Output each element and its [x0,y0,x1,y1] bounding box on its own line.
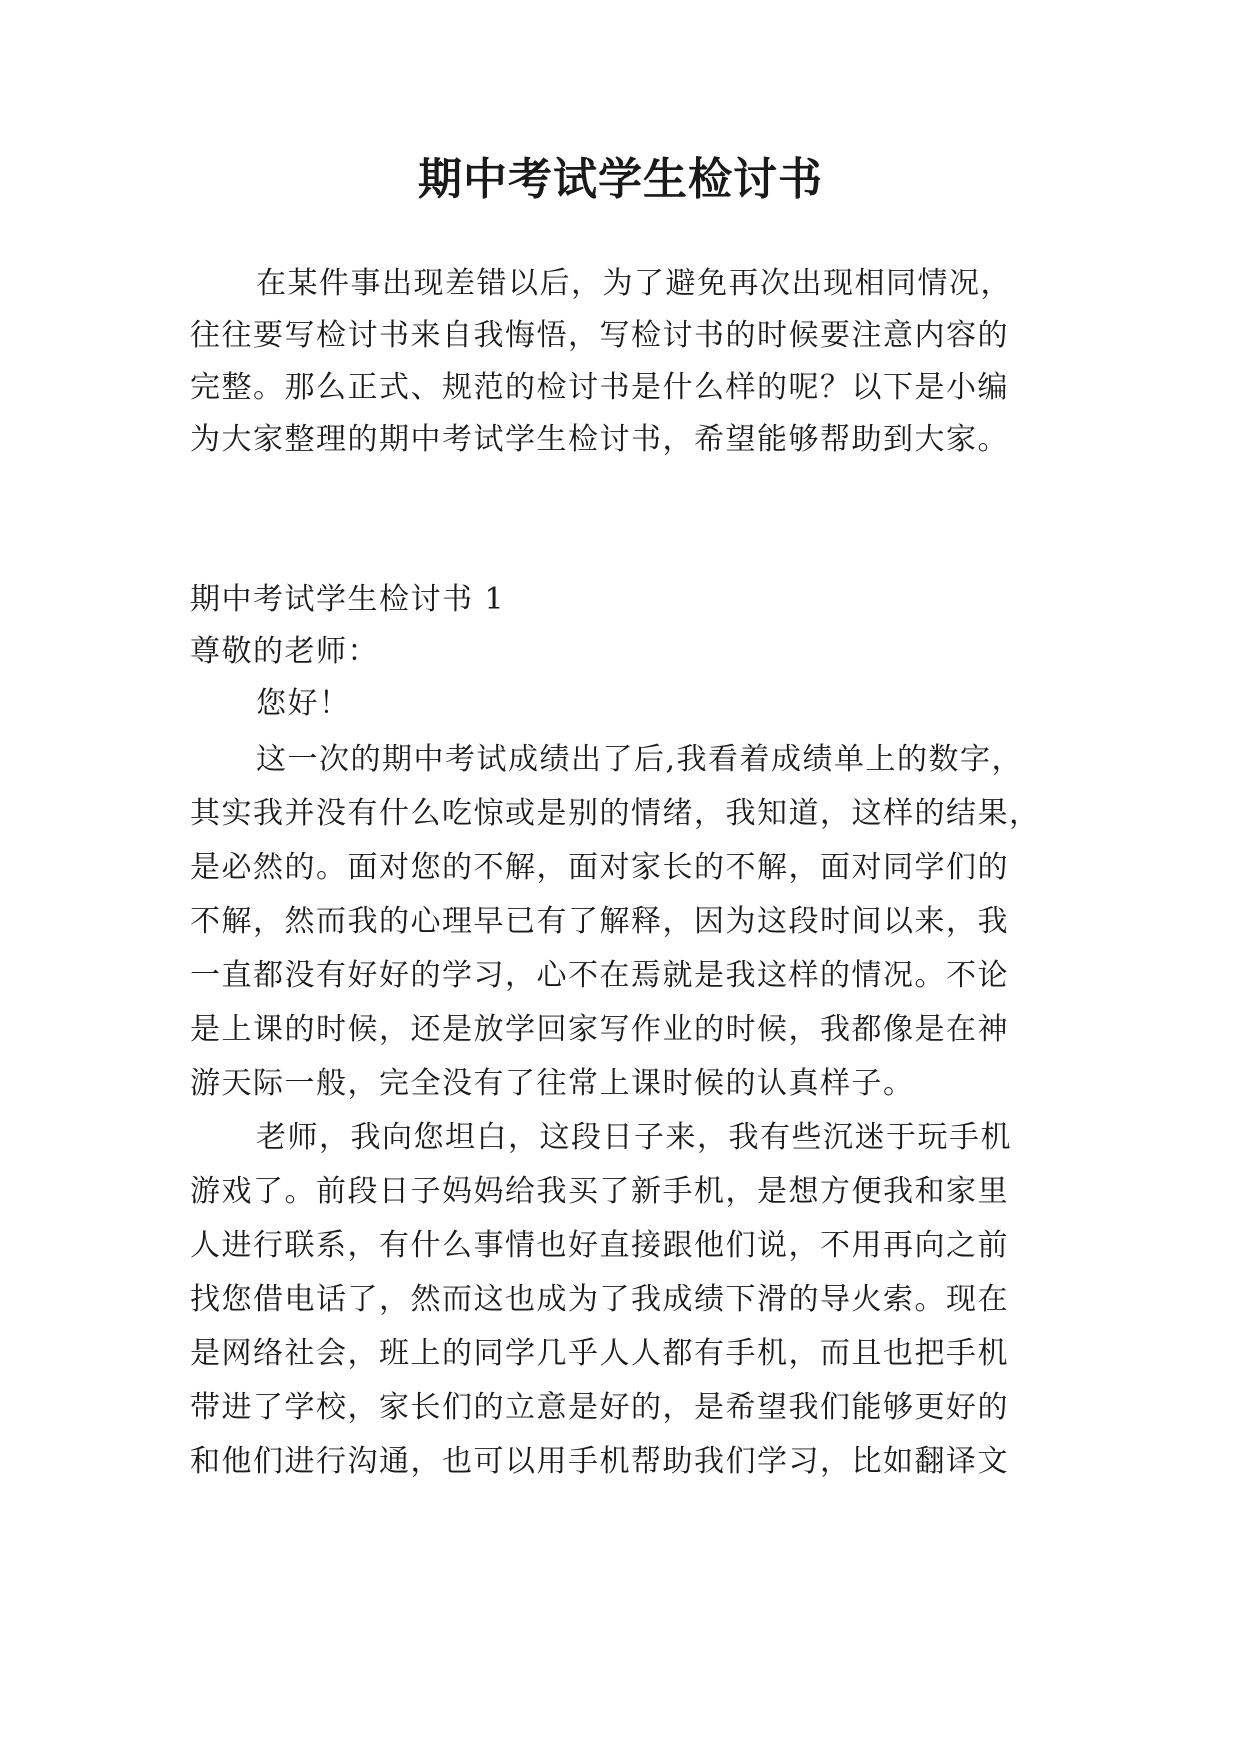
salutation: 尊敬的老师： [190,634,379,669]
intro-line: 往往要写检讨书来自我悔悟，写检讨书的时候要注意内容的 [190,318,1009,353]
paragraph-line: 是上课的时候，还是放学回家写作业的时候，我都像是在神 [190,1012,1009,1047]
greeting: 您好！ [256,686,351,721]
paragraph-line: 和他们进行沟通，也可以用手机帮助我们学习，比如翻译文 [190,1444,1009,1479]
document-title: 期中考试学生检讨书 [418,154,823,205]
paragraph-line: 其实我并没有什么吃惊或是别的情绪，我知道，这样的结果， [190,796,1041,831]
paragraph-line: 这一次的期中考试成绩出了后,我看着成绩单上的数字， [256,742,1024,777]
paragraph-line: 是必然的。面对您的不解，面对家长的不解，面对同学们的 [190,850,1009,885]
section-heading: 期中考试学生检讨书 1 [190,582,506,617]
intro-line: 在某件事出现差错以后，为了避免再次出现相同情况， [256,266,1012,301]
paragraph-line: 一直都没有好好的学习，心不在焉就是我这样的情况。不论 [190,958,1009,993]
paragraph-line: 是网络社会，班上的同学几乎人人都有手机，而且也把手机 [190,1336,1009,1371]
paragraph-line: 不解，然而我的心理早已有了解释，因为这段时间以来，我 [190,904,1009,939]
paragraph-line: 游戏了。前段日子妈妈给我买了新手机，是想方便我和家里 [190,1174,1009,1209]
paragraph-line: 游天际一般，完全没有了往常上课时候的认真样子。 [190,1066,915,1101]
paragraph-line: 人进行联系，有什么事情也好直接跟他们说，不用再向之前 [190,1228,1009,1263]
paragraph-line: 带进了学校，家长们的立意是好的，是希望我们能够更好的 [190,1390,1009,1425]
intro-line: 完整。那么正式、规范的检讨书是什么样的呢？以下是小编 [190,370,1009,405]
paragraph-line: 找您借电话了，然而这也成为了我成绩下滑的导火索。现在 [190,1282,1009,1317]
intro-line: 为大家整理的期中考试学生检讨书，希望能够帮助到大家。 [190,422,1009,457]
paragraph-line: 老师，我向您坦白，这段日子来，我有些沉迷于玩手机 [256,1120,1012,1155]
